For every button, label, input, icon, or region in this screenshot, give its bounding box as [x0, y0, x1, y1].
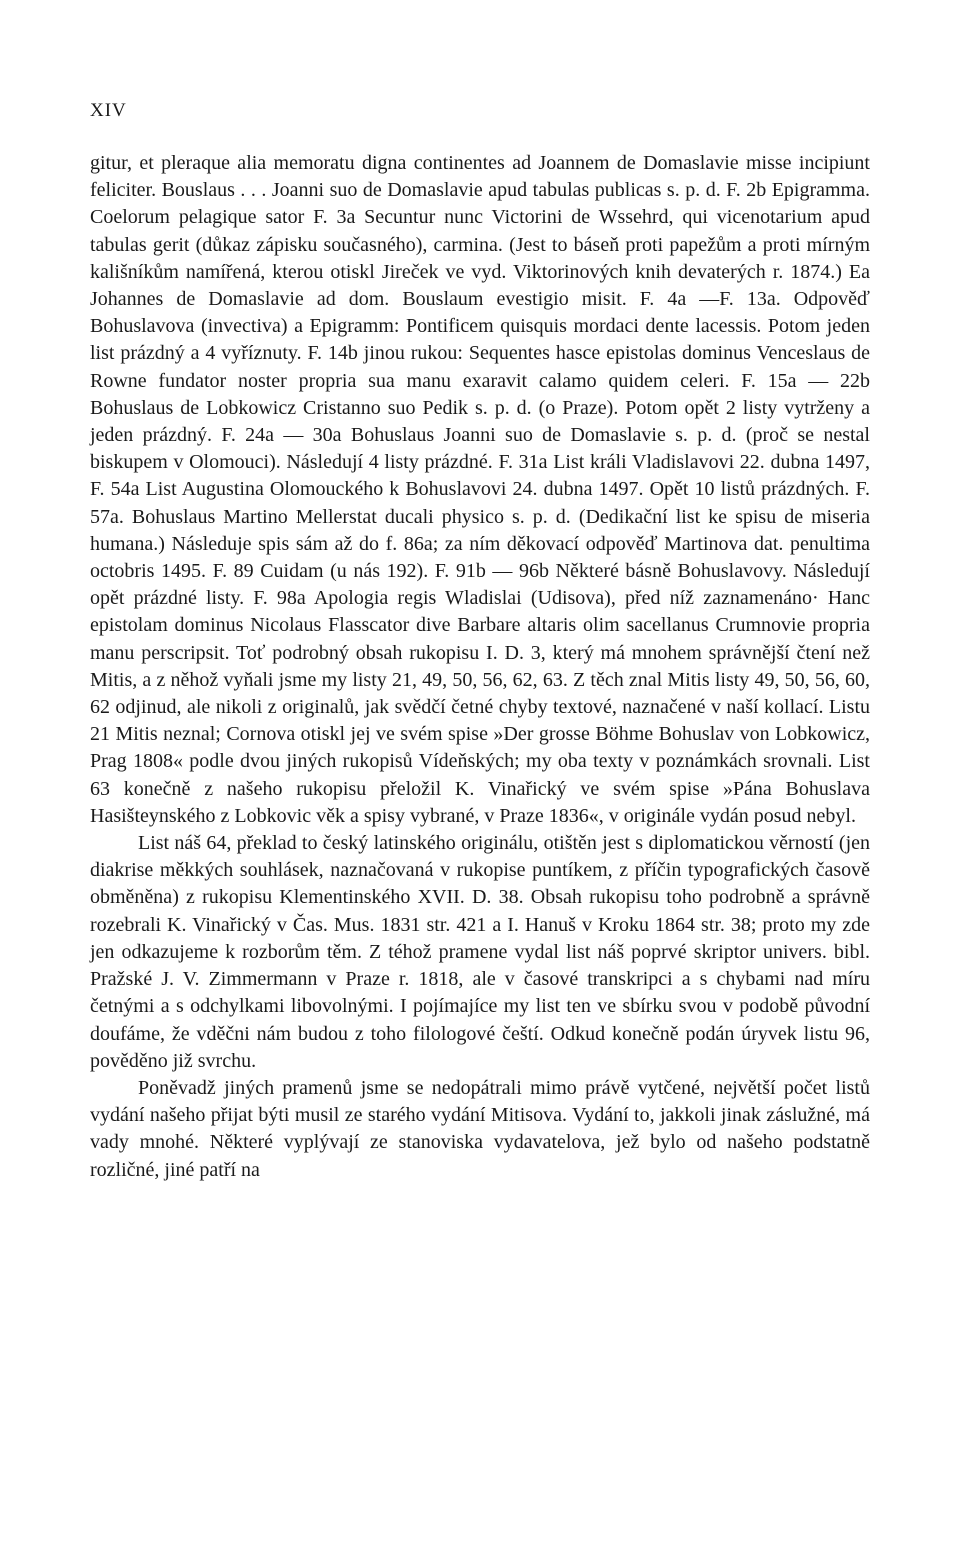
paragraph-2: List náš 64, překlad to český latinského originálu, otištěn jest s diplomatickou věrností (jen diakrise měkkých souhlásek, naznačovaná v rukopise puntíkem, z příčin typografických časově obměněna) z rukopisu Klementinského XVII. D. 38. Obsah rukopisu toho podrobně a správně rozebrali K. Vinařický v Čas. Mus. 1831 str. 421 a I. Hanuš v Kroku 1864 str. 38; proto my zde jen odkazujeme k rozborům těm. Z téhož pramene vydal list náš poprvé skriptor univers. bibl. Pražské J. V. Zimmermann v Praze r. 1818, ale v časové transkripci a s chybami nad míru četnými a s odchylkami libovolnými. I pojímajíce my list ten ve sbírku svou v podobě původní doufáme, že vděčni nám budou z toho filologové čeští. Odkud konečně podán úryvek listu 96, pověděno již svrchu.	[90, 832, 870, 1072]
body-text	[90, 150, 870, 1184]
paragraph-1: gitur, et pleraque alia memoratu digna continentes ad Joannem de Domaslavie misse incipiunt feliciter. Bouslaus . . . Joanni suo de Domaslavie apud tabulas publicas s. p. d. F. 2b Epigramma. Coelorum pelagique sator F. 3a Secuntur nunc Victorini de Wssehrd, qui vicenotarium apud tabulas gerit (důkaz zápisku současného), carmina. (Jest to báseň proti papežům a proti mírným kališníkům namířená, kterou otiskl Jireček ve vyd. Viktorinových knih devaterých r. 1874.) Ea Johannes de Domaslavie ad dom. Bouslaum evestigio misit. F. 4a —F. 13a. Odpověď Bohuslavova (invectiva) a Epigramm: Pontificem quisquis mordaci dente lacessis. Potom jeden list prázdný a 4 vyříznuty. F. 14b jinou rukou: Sequentes hasce epistolas dominus Venceslaus de Rowne fundator noster propria sua manu exaravit calamo quidem celeri. F. 15a — 22b Bohuslaus de Lobkowicz Cristanno suo Pedik s. p. d. (o Praze). Potom opět 2 listy vytrženy a jeden prázdný. F. 24a — 30a Bohuslaus Joanni suo de Domaslavie s. p. d. (proč se nestal biskupem v Olomouci). Následují 4 listy prázdné. F. 31a List králi Vladislavovi 22. dubna 1497, F. 54a List Augustina Olomouckého k Bohuslavovi 24. dubna 1497. Opět 10 listů prázdných. F. 57a. Bohuslaus Martino Mellerstat ducali physico s. p. d. (Dedikační list ke spisu de miseria humana.) Následuje spis sám až do f. 86a; za ním děkovací odpověď Martinova dat. penultima octobris 1495. F. 89 Cuidam (u nás 192). F. 91b — 96b Některé básně Bohuslavovy. Následují opět prázdné listy. F. 98a Apologia regis Wladislai (Udisova), před níž zaznamenáno· Hanc epistolam dominus Nicolaus Flasscator dive Barbare altaris olim sacellanus Crumnovie propria manu perscripsit. Toť podrobný obsah rukopisu I. D. 3, který má mnohem správnější čtení než Mitis, a z něhož vyňali jsme my listy 21, 49, 50, 56, 62, 63. Z těch znal Mitis listy 49, 50, 56, 60, 62 odjinud, ale nikoli z originalů, jak svědčí četné chyby textové, naznačené v naší kollací. Listu 21 Mitis neznal; Cornova otiskl jej ve svém spise »Der grosse Böhme Bohuslav von Lobkowicz, Prag 1808« podle dvou jiných rukopisů Vídeňských; my oba texty v poznámkách srovnali. List 63 konečně z našeho rukopisu přeložil K. Vinařický ve svém spise »Pána Bohuslava Hasišteynského z Lobkovic věk a spisy vybrané, v Praze 1836«, v originále vydán posud nebyl.	[90, 152, 870, 827]
page-number: XIV	[90, 100, 127, 121]
paragraph-3: Poněvadž jiných pramenů jsme se nedopátrali mimo právě vytčené, největší počet listů vydání našeho přijat býti musil ze starého vydání Mitisova. Vydání to, jakkoli jinak záslužné, má vady mnohé. Některé vyplývají ze stanoviska vydavatelova, jež bylo od našeho podstatně rozličné, jiné patří na	[90, 1076, 870, 1181]
